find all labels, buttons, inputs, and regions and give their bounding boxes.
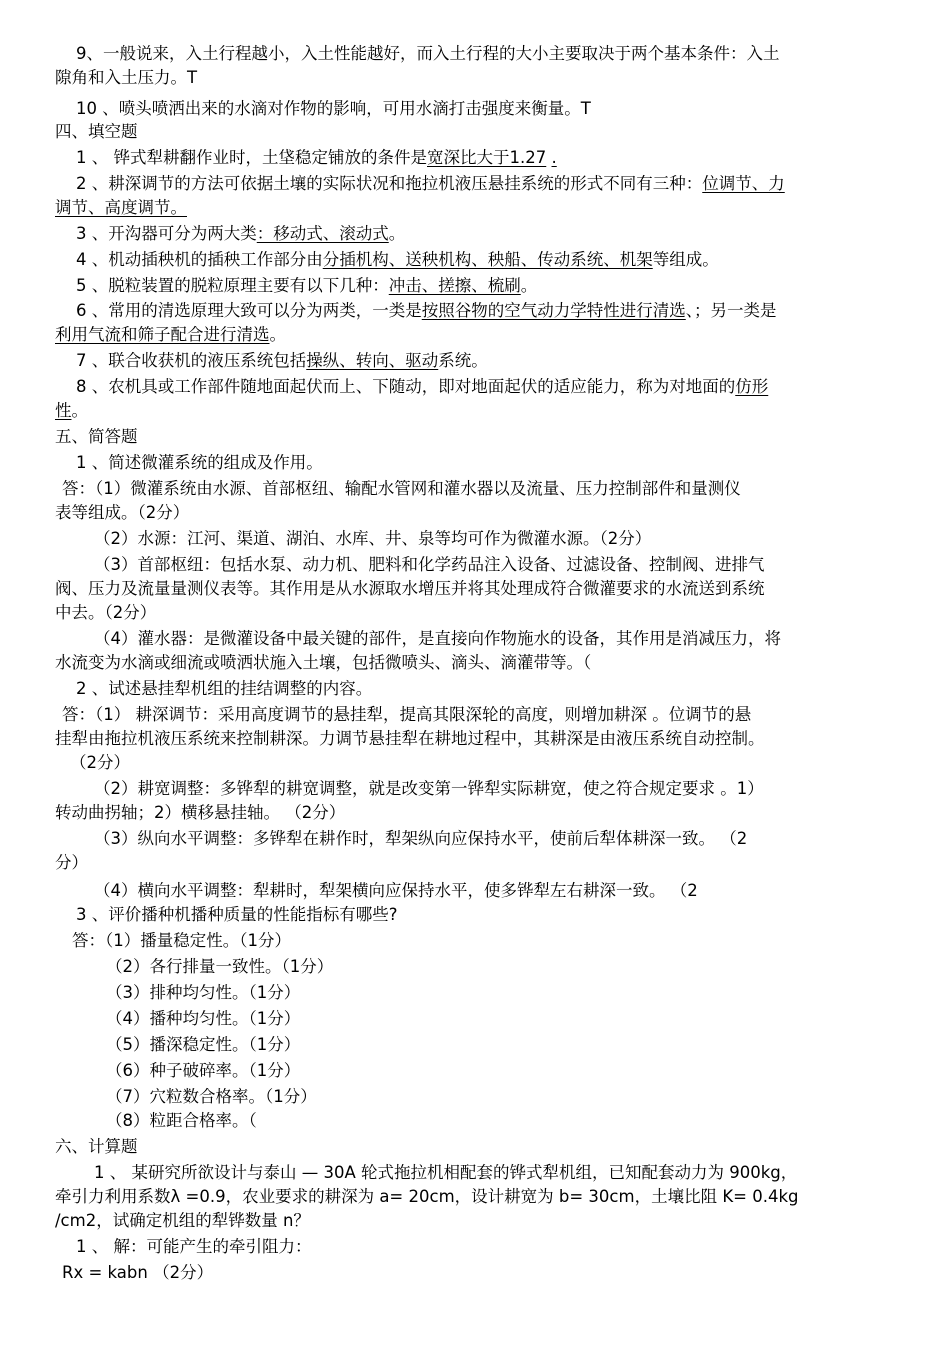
text-segment: （4）播种均匀性。（1分） <box>106 1009 301 1028</box>
text-line <box>76 350 488 372</box>
underlined-answer: 操纵、转向、驱动 <box>306 351 439 370</box>
text-segment: （3）首部枢纽：包括水泵、动力机、肥料和化学药品注入设备、过滤设备、控制阀、进排气 <box>94 555 765 574</box>
underlined-answer: 调节、高度调节。 <box>55 198 187 217</box>
text-segment: 阀、压力及流量量测仪表等。其作用是从水源取水增压并将其处理成符合微灌要求的水流送到系统 <box>55 579 765 598</box>
text-line <box>55 502 189 524</box>
text-line <box>94 778 764 800</box>
text-segment: Rx = kabn （2分） <box>62 1263 214 1282</box>
text-line <box>76 98 591 120</box>
text-segment: 10 、喷头喷洒出来的水滴对作物的影响，可用水滴打击强度来衡量。T <box>76 99 591 118</box>
text-segment: 等组成。 <box>652 250 719 269</box>
text-line <box>76 1236 312 1258</box>
text-segment: 。 <box>520 276 538 295</box>
text-segment: 1 、 解：可能产生的牵引阻力： <box>76 1237 312 1256</box>
text-segment: 隙角和入土压力。T <box>55 68 198 87</box>
text-segment: 六、计算题 <box>55 1137 138 1156</box>
underlined-answer: 性 <box>55 401 72 420</box>
text-line <box>55 802 345 824</box>
text-line <box>55 1210 310 1232</box>
text-line <box>76 452 323 474</box>
text-segment: 系统。 <box>438 351 488 370</box>
underlined-answer: . <box>551 148 557 167</box>
text-line <box>94 528 651 550</box>
text-segment: 分） <box>55 853 88 872</box>
text-segment: （7）穴粒数合格率。（1分） <box>106 1087 317 1106</box>
text-line <box>55 578 765 600</box>
text-segment: 1 、 某研究所欲设计与泰山 — 30A 轮式拖拉机相配套的铧式犁机组，已知配套动力为 900kg， <box>94 1163 798 1182</box>
text-line <box>76 678 372 700</box>
text-line <box>62 478 741 500</box>
underlined-answer: 按照谷物的空气动力学特性进行清选 <box>421 301 686 320</box>
underlined-answer: 利用气流和筛子配合进行清选 <box>55 325 270 344</box>
text-segment: 、；另一类是 <box>685 301 777 320</box>
text-line <box>106 1034 300 1056</box>
text-line <box>76 904 398 926</box>
text-line <box>55 728 765 750</box>
text-segment: （2）水源：江河、渠道、湖泊、水库、井、泉等均可作为微灌水源。（2分） <box>94 529 652 548</box>
text-line <box>55 67 197 89</box>
text-segment: （3）纵向水平调整：多铧犁在耕作时，犁架纵向应保持水平，使前后犁体耕深一致。 （2 <box>94 829 748 848</box>
text-line <box>76 147 557 169</box>
text-segment: 3 、评价播种机播种质量的性能指标有哪些? <box>76 905 398 924</box>
text-line <box>55 121 138 143</box>
text-segment: 转动曲拐轴；2）横移悬挂轴。 （2分） <box>55 803 346 822</box>
text-line <box>70 752 130 774</box>
underlined-answer: 仿形 <box>735 377 769 396</box>
text-segment: 答：（1）微灌系统由水源、首部枢纽、输配水管网和灌水器以及流量、压力控制部件和量测仪 <box>62 479 741 498</box>
underlined-answer: 宽深比大于1.27 <box>427 148 547 167</box>
text-segment: （2分） <box>70 753 130 772</box>
text-segment: 8 、农机具或工作部件随地面起伏而上、下随动，即对地面起伏的适应能力，称为对地面的 <box>76 377 736 396</box>
text-segment: 4 、机动插秧机的插秧工作部分由 <box>76 250 323 269</box>
text-line <box>76 275 537 297</box>
text-segment: 挂犁由拖拉机液压系统来控制耕深。力调节悬挂犁在耕地过程中，其耕深是由液压系统自动控制。 <box>55 729 765 748</box>
text-line <box>55 852 88 874</box>
text-line <box>94 828 747 850</box>
text-segment: 2 、试述悬挂犁机组的挂结调整的内容。 <box>76 679 373 698</box>
text-line <box>76 223 405 245</box>
text-segment: 中去。（2分） <box>55 603 157 622</box>
underlined-answer: 位调节、力 <box>702 174 785 193</box>
text-segment: 水流变为水滴或细流或喷洒状施入土壤，包括微喷头、滴头、滴灌带等。（ <box>55 653 592 672</box>
text-line <box>94 880 698 902</box>
text-segment: 5 、脱粒装置的脱粒原理主要有以下几种： <box>76 276 389 295</box>
text-line <box>55 400 88 422</box>
text-line <box>55 197 187 219</box>
text-segment: 1 、简述微灌系统的组成及作用。 <box>76 453 323 472</box>
text-line <box>55 426 138 448</box>
text-line <box>94 628 781 650</box>
text-segment: （6）种子破碎率。（1分） <box>106 1061 301 1080</box>
text-line <box>106 1060 300 1082</box>
text-line <box>55 1136 138 1158</box>
text-segment: 答：（1）播量稳定性。（1分） <box>72 931 291 950</box>
text-line <box>72 930 291 952</box>
text-line <box>76 249 719 271</box>
text-line <box>76 300 777 322</box>
text-line <box>76 173 785 195</box>
text-line <box>55 602 156 624</box>
text-segment: （4）横向水平调整：犁耕时，犁架横向应保持水平，使多铧犁左右耕深一致。 （2 <box>94 881 698 900</box>
text-segment: （3）排种均匀性。（1分） <box>106 983 301 1002</box>
text-line <box>106 1008 300 1030</box>
text-segment: 。 <box>71 401 88 420</box>
text-line <box>55 652 591 674</box>
text-line <box>55 1186 798 1208</box>
underlined-answer: 冲击、搓擦、梳刷 <box>388 276 521 295</box>
text-line <box>106 956 333 978</box>
text-segment: 1 、 铧式犁耕翻作业时，土垡稳定铺放的条件是 <box>76 148 427 167</box>
text-segment: 7 、联合收获机的液压系统包括 <box>76 351 307 370</box>
text-line <box>94 1162 797 1184</box>
underlined-answer: 分插机构、送秧机构、秧船、传动系统、机架 <box>322 250 653 269</box>
text-segment: 9、一般说来，入土行程越小，入土性能越好，而入土行程的大小主要取决于两个基本条件：入土 <box>76 44 780 63</box>
text-segment: （2）各行排量一致性。（1分） <box>106 957 334 976</box>
text-line <box>76 43 780 65</box>
text-segment: 2 、耕深调节的方法可依据土壤的实际状况和拖拉机液压悬挂系统的形式不同有三种： <box>76 174 703 193</box>
text-segment: 。 <box>269 325 286 344</box>
text-segment: 四、填空题 <box>55 122 138 141</box>
text-segment: 6 、常用的清选原理大致可以分为两类，一类是 <box>76 301 422 320</box>
text-segment: （5）播深稳定性。（1分） <box>106 1035 301 1054</box>
text-line <box>62 1262 213 1284</box>
text-line <box>55 324 286 346</box>
text-line <box>94 554 765 576</box>
text-segment: 五、简答题 <box>55 427 138 446</box>
text-segment: 。 <box>388 224 406 243</box>
underlined-answer: ：移动式、滚动式 <box>256 224 389 243</box>
text-line <box>106 1110 257 1132</box>
text-segment: 答：（1） 耕深调节：采用高度调节的悬挂犁，提高其限深轮的高度，则增加耕深 。位调节的悬 <box>62 705 752 724</box>
text-line <box>62 704 751 726</box>
text-line <box>76 376 768 398</box>
text-segment: （2）耕宽调整：多铧犁的耕宽调整，就是改变第一铧犁实际耕宽，使之符合规定要求 。1） <box>94 779 764 798</box>
text-line <box>106 982 300 1004</box>
text-segment: /cm2，试确定机组的犁铧数量 n？ <box>55 1211 310 1230</box>
text-segment: 表等组成。（2分） <box>55 503 190 522</box>
text-segment: （4）灌水器：是微灌设备中最关键的部件，是直接向作物施水的设备，其作用是消减压力，将 <box>94 629 781 648</box>
text-line <box>106 1086 317 1108</box>
text-segment: 牵引力利用系数λ =0.9，农业要求的耕深为 a= 20cm，设计耕宽为 b= 30cm，土壤比阻 K= 0.4kg <box>55 1187 799 1206</box>
text-segment: （8）粒距合格率。（ <box>106 1111 257 1130</box>
text-segment: 3 、开沟器可分为两大类 <box>76 224 257 243</box>
